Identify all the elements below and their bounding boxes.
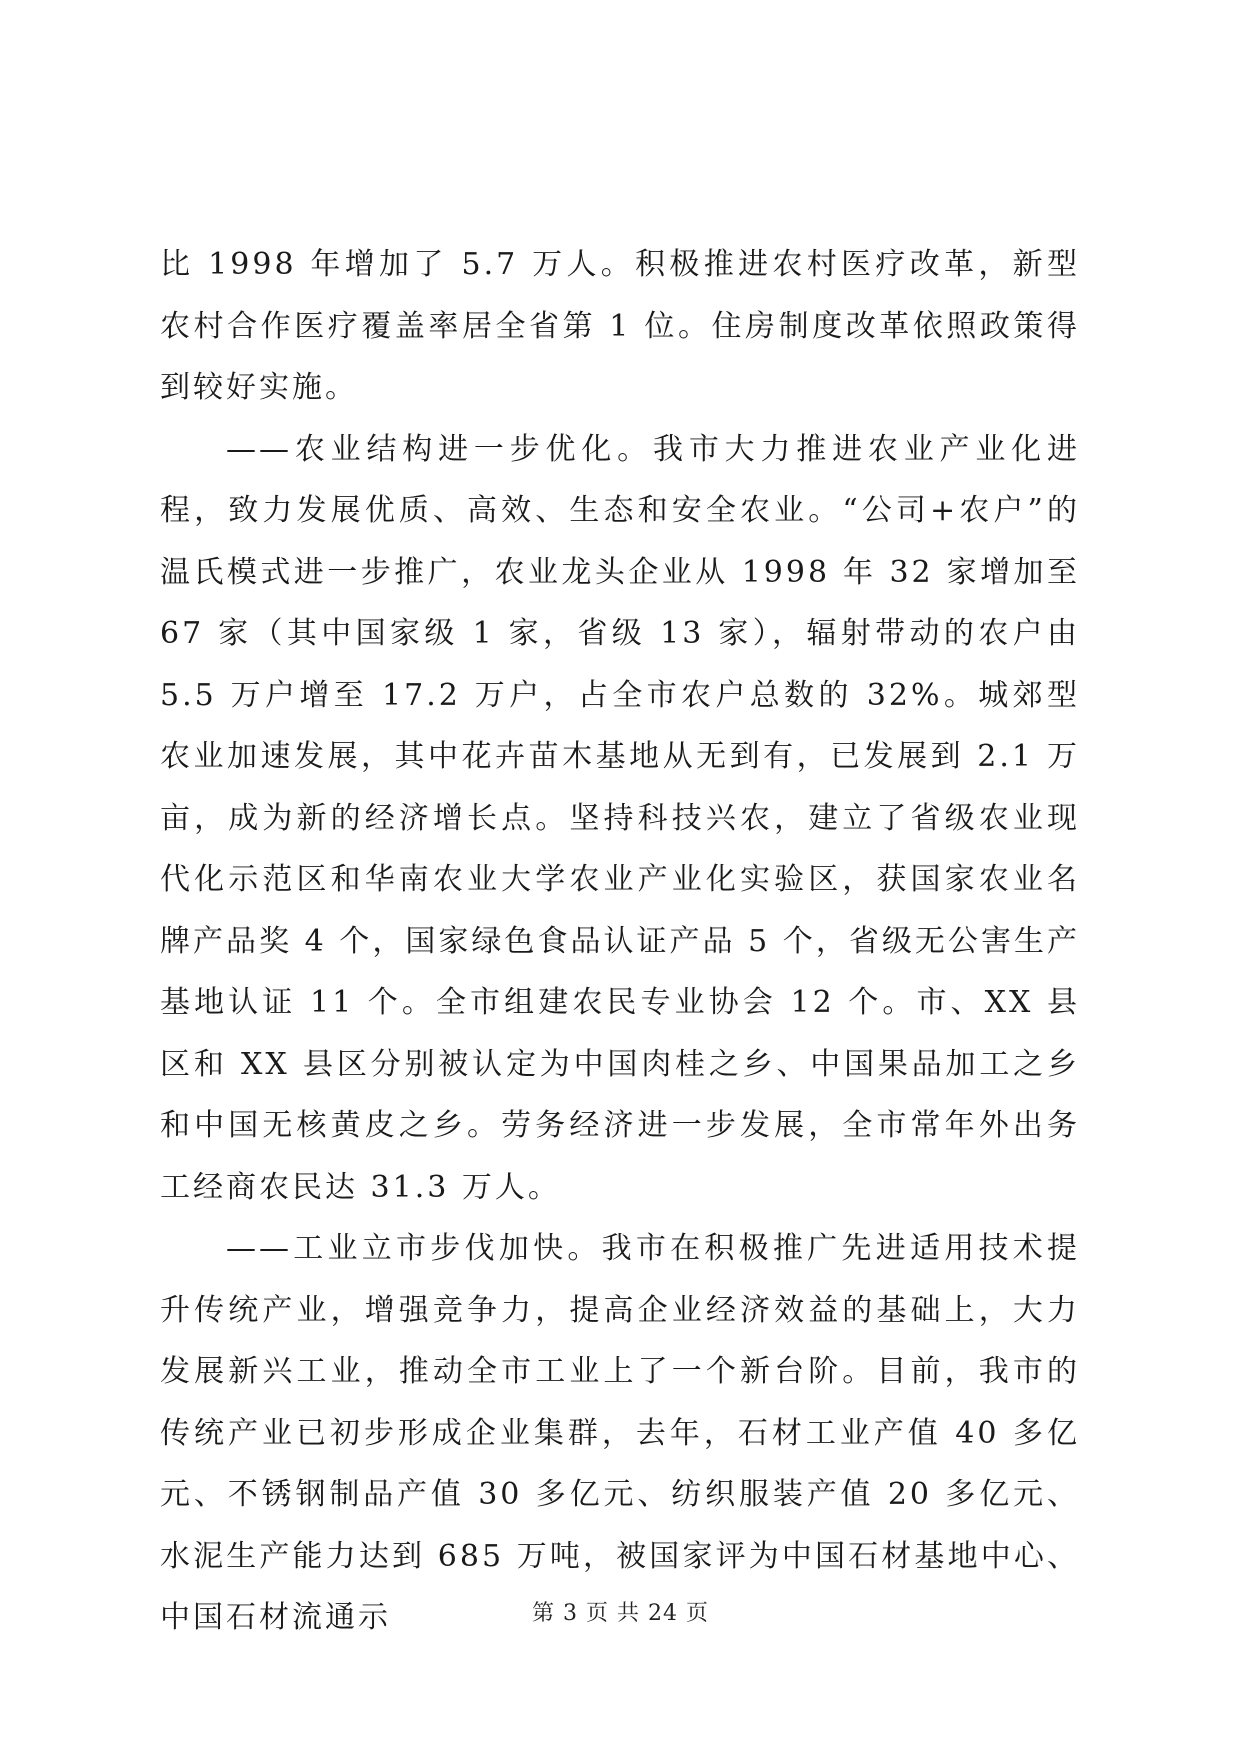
page-number-footer: 第 3 页 共 24 页 [532,1601,709,1626]
paragraph-2: ——农业结构进一步优化。我市大力推进农业产业化进程，致力发展优质、高效、生态和安全农业。“公司+农户”的温氏模式进一步推广，农业龙头企业从 1998 年 32 家增加至 67 家（其中国家级 1 家，省级 13 家），辐射带动的农户由 5.5 万户增至 17.2 万户，占全市农户总数的 32%。城郊型农业加速发展，其中花卉苗木基地从无到有，已发展到 2.1 万亩，成为新的经济增长点。坚持科技兴农，建立了省级农业现代化示范区和华南农业大学农业产业化实验区，获国家农业名牌产品奖 4 个，国家绿色食品认证产品 5 个，省级无公害生产基地认证 11 个。全市组建农民专业协会 12 个。市、XX 县区和 XX 县区分别被认定为中国肉桂之乡、中国果品加工之乡和中国无核黄皮之乡。劳务经济进一步发展，全市常年外出务工经商农民达 31.3 万人。 [160,431,1080,1205]
paragraph-1: 比 1998 年增加了 5.7 万人。积极推进农村医疗改革，新型农村合作医疗覆盖率居全省第 1 位。住房制度改革依照政策得到较好实施。 [160,247,1080,405]
body-text [160,234,1080,1649]
paragraph-3: ——工业立市步伐加快。我市在积极推广先进适用技术提升传统产业，增强竞争力，提高企业经济效益的基础上，大力发展新兴工业，推动全市工业上了一个新台阶。目前，我市的传统产业已初步形成企业集群，去年，石材工业产值 40 多亿元、不锈钢制品产值 30 多亿元、纺织服装产值 20 多亿元、水泥生产能力达到 685 万吨，被国家评为中国石材基地中心、中国石材流通示 [160,1231,1080,1635]
